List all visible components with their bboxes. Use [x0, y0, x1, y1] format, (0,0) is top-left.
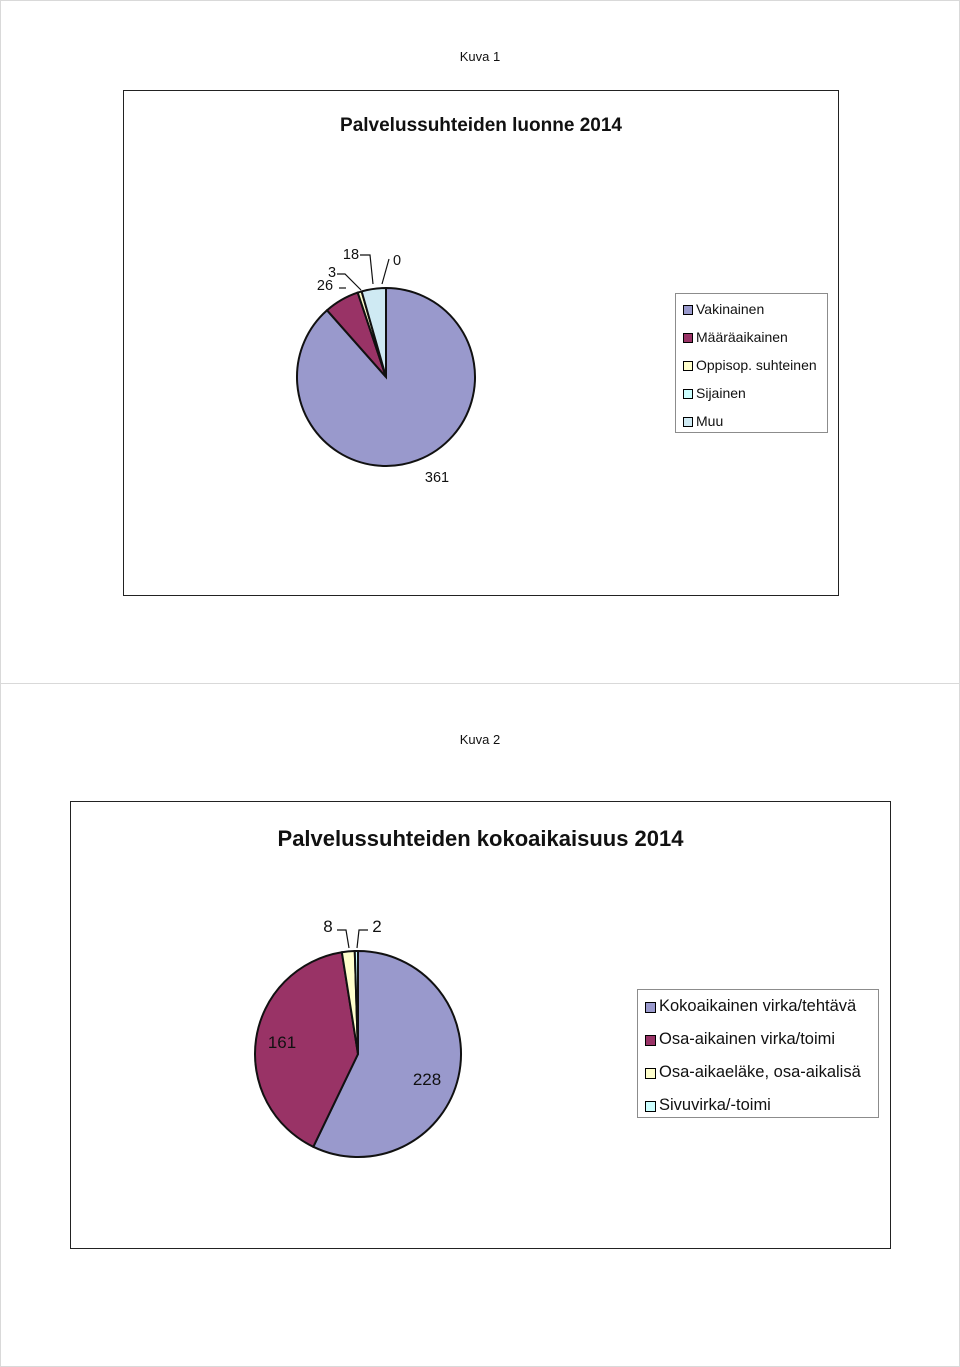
chart-legend	[637, 989, 879, 1118]
data-label: 228	[412, 1070, 442, 1089]
data-label: 0	[392, 253, 402, 269]
legend-label: Vakinainen	[696, 301, 765, 317]
chart-frame	[123, 90, 839, 596]
data-label: 8	[323, 917, 333, 936]
legend-label: Muu	[696, 413, 724, 429]
legend-label: Sijainen	[696, 385, 746, 401]
legend-label: Määräaikainen	[696, 329, 788, 345]
legend-label: Osa-aikainen virka/toimi	[659, 1030, 836, 1048]
leader-line	[382, 259, 389, 284]
legend-swatch	[683, 389, 693, 399]
leader-line	[357, 930, 368, 948]
data-label: 26	[316, 278, 334, 294]
data-label: 361	[424, 470, 450, 486]
leader-line	[360, 255, 373, 284]
data-label: 3	[327, 265, 337, 281]
legend-label: Oppisop. suhteinen	[696, 357, 817, 373]
legend-swatch	[645, 1101, 656, 1112]
leader-line	[337, 930, 349, 948]
legend-label: Sivuvirka/-toimi	[659, 1096, 771, 1114]
legend-label: Kokoaikainen virka/tehtävä	[659, 997, 857, 1015]
data-label: 2	[372, 917, 382, 936]
chart-title: Palvelussuhteiden luonne 2014	[340, 115, 622, 136]
legend-label: Osa-aikaeläke, osa-aikalisä	[659, 1063, 861, 1081]
chart-title: Palvelussuhteiden kokoaikaisuus 2014	[277, 826, 684, 851]
legend-swatch	[645, 1002, 656, 1013]
legend-swatch	[683, 333, 693, 343]
legend-swatch	[683, 361, 693, 371]
page-2	[0, 683, 960, 1367]
legend-swatch	[645, 1068, 656, 1079]
data-label: 161	[267, 1033, 297, 1052]
legend-swatch	[683, 417, 693, 427]
data-label: 18	[342, 247, 360, 263]
figure-caption: Kuva 2	[459, 732, 501, 747]
chart-frame	[70, 801, 891, 1249]
legend-swatch	[683, 305, 693, 315]
figure-caption: Kuva 1	[459, 49, 501, 64]
chart-legend	[675, 293, 828, 433]
legend-swatch	[645, 1035, 656, 1046]
